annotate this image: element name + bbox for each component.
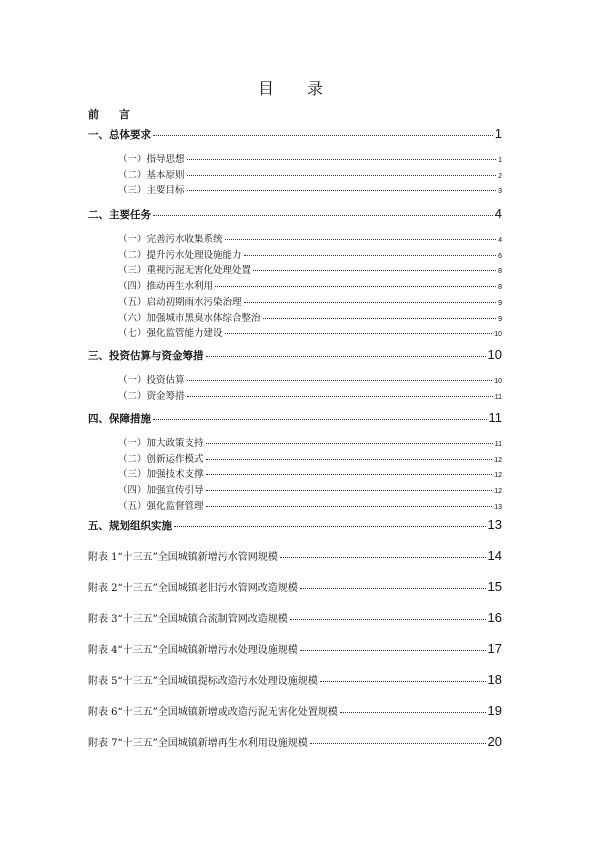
toc-appendix-page-number: 18 [487, 672, 502, 687]
toc-section-label: 一、总体要求 [88, 129, 151, 141]
toc-subsection-label: （二）基本原则 [118, 169, 185, 181]
toc-appendix-page-number: 20 [487, 734, 502, 749]
dot-leader [187, 396, 493, 397]
dot-leader [225, 239, 497, 240]
toc-section-label: 三、投资估算与资金筹措 [88, 350, 204, 362]
toc-subsection-label: （一）指导思想 [118, 154, 185, 165]
toc-subsection-page-number: 3 [498, 188, 502, 196]
toc-subsection-page-number: 11 [494, 393, 502, 401]
dot-leader [153, 135, 493, 136]
toc-subsection-page-number: 9 [498, 299, 502, 307]
toc-subsection-page-number: 13 [494, 503, 502, 511]
toc-appendix-label: 附表 4“十三五”全国城镇新增污水处理设施规模 [88, 645, 298, 656]
toc-subsection-page-number: 12 [494, 456, 502, 464]
toc-subsection [118, 167, 502, 181]
toc-section-page-number: 1 [494, 126, 502, 141]
toc-section-page-number: 13 [487, 517, 502, 532]
toc-subsection [118, 151, 502, 165]
dot-leader [263, 318, 497, 319]
toc-subsection-page-number: 2 [498, 172, 502, 180]
toc-section [88, 206, 502, 222]
toc-subsection-label: （三）加强技术支撑 [118, 469, 204, 481]
toc-subsection-label: （七）强化监管能力建设 [118, 328, 223, 340]
toc-subsection-page-number: 1 [498, 157, 502, 164]
toc-title: 目 录 [257, 79, 338, 98]
dot-leader [206, 459, 493, 460]
toc-subsection [118, 372, 502, 386]
toc-section [88, 517, 502, 533]
toc-subsection [118, 498, 502, 512]
toc-section [88, 410, 502, 426]
toc-subsection-label: （三）重视污泥无害化处理处置 [118, 265, 252, 277]
toc-appendix-label: 附表 5“十三五”全国城镇提标改造污水处理设施规模 [88, 676, 318, 687]
toc-appendix [88, 672, 502, 687]
toc-subsection-page-number: 11 [494, 441, 502, 448]
dot-leader [244, 302, 497, 303]
dot-leader [206, 474, 493, 475]
toc-subsection [118, 278, 502, 292]
dot-leader [253, 270, 496, 271]
toc-subsection-label: （六）加强城市黑臭水体综合整治 [118, 312, 261, 324]
toc-subsection-page-number: 4 [498, 237, 502, 244]
toc-section-page-number: 11 [488, 410, 502, 425]
toc-subsection-page-number: 8 [498, 268, 502, 276]
toc-appendix-page-number: 17 [487, 641, 502, 656]
toc-appendix-page-number: 19 [487, 703, 502, 718]
toc-appendix-page-number: 14 [487, 548, 502, 563]
toc-appendix [88, 703, 502, 718]
toc-subsection-page-number: 12 [494, 488, 502, 496]
toc-subsection-label: （二）资金筹措 [118, 390, 185, 402]
toc-subsection-label: （五）强化监督管理 [118, 500, 204, 512]
dot-leader [244, 255, 497, 256]
dot-leader [153, 215, 493, 216]
toc-section-label: 五、规划组织实施 [88, 520, 172, 532]
toc-appendix-label: 附表 1“十三五”全国城镇新增污水管网规模 [88, 552, 278, 563]
toc-subsection-label: （四）推动再生水利用 [118, 281, 214, 293]
toc-subsection-page-number: 10 [494, 331, 502, 339]
toc-subsection [118, 325, 502, 339]
toc-appendix-label: 附表 2“十三五”全国城镇老旧污水管网改造规模 [88, 583, 298, 594]
toc-subsection-page-number: 8 [498, 284, 502, 292]
dot-leader [290, 619, 486, 620]
toc-subsection-page-number: 12 [494, 472, 502, 480]
dot-leader [206, 356, 486, 357]
dot-leader [225, 333, 493, 334]
dot-leader [300, 650, 486, 651]
dot-leader [187, 175, 497, 176]
toc-subsection [118, 466, 502, 480]
dot-leader [187, 190, 497, 191]
dot-leader [340, 712, 486, 713]
toc-subsection-label: （四）加强宣传引导 [118, 485, 204, 497]
toc-appendix [88, 579, 502, 594]
toc-appendix [88, 610, 502, 625]
toc-appendix-page-number: 15 [487, 579, 502, 594]
dot-leader [206, 506, 493, 507]
toc-subsection [118, 247, 502, 261]
toc-preface: 前 言 [88, 108, 138, 121]
toc-section-page-number: 4 [494, 206, 502, 221]
toc-section-page-number: 10 [487, 347, 502, 362]
toc-subsection [118, 435, 502, 449]
dot-leader [320, 681, 486, 682]
dot-leader [215, 286, 496, 287]
dot-leader [174, 526, 486, 527]
toc-subsection [118, 310, 502, 324]
toc-subsection-label: （一）加大政策支持 [118, 438, 204, 449]
toc-subsection-page-number: 10 [494, 378, 502, 385]
toc-subsection [118, 182, 502, 196]
toc-appendix-label: 附表 6“十三五”全国城镇新增或改造污泥无害化处置规模 [88, 707, 338, 718]
dot-leader [280, 557, 486, 558]
dot-leader [206, 490, 493, 491]
toc-subsection-label: （五）启动初期雨水污染治理 [118, 296, 242, 308]
toc-subsection [118, 451, 502, 465]
toc-appendix [88, 548, 502, 563]
toc-appendix-page-number: 16 [487, 610, 502, 625]
toc-section [88, 126, 502, 142]
dot-leader [187, 380, 493, 381]
toc-section-label: 四、保障措施 [88, 413, 151, 425]
toc-appendix [88, 641, 502, 656]
toc-subsection-label: （一）投资估算 [118, 375, 185, 386]
toc-section [88, 347, 502, 363]
toc-subsection [118, 388, 502, 402]
toc-subsection-page-number: 9 [498, 315, 502, 323]
dot-leader [187, 159, 497, 160]
toc-subsection-page-number: 6 [498, 252, 502, 260]
toc-appendix-label: 附表 3“十三五”全国城镇合流制管网改造规模 [88, 614, 288, 625]
dot-leader [310, 743, 486, 744]
toc-subsection [118, 294, 502, 308]
toc-appendix [88, 734, 502, 749]
toc-subsection [118, 231, 502, 245]
toc-subsection-label: （三）主要目标 [118, 185, 185, 197]
dot-leader [300, 588, 486, 589]
toc-section-label: 二、主要任务 [88, 209, 151, 221]
toc-subsection-label: （二）提升污水处理设施能力 [118, 249, 242, 261]
toc-subsection [118, 262, 502, 276]
dot-leader [206, 443, 493, 444]
dot-leader [153, 419, 487, 420]
toc-appendix-label: 附表 7“十三五”全国城镇新增再生水利用设施规模 [88, 738, 308, 749]
toc-subsection [118, 482, 502, 496]
toc-subsection-label: （一）完善污水收集系统 [118, 234, 223, 245]
toc-subsection-label: （二）创新运作模式 [118, 453, 204, 465]
